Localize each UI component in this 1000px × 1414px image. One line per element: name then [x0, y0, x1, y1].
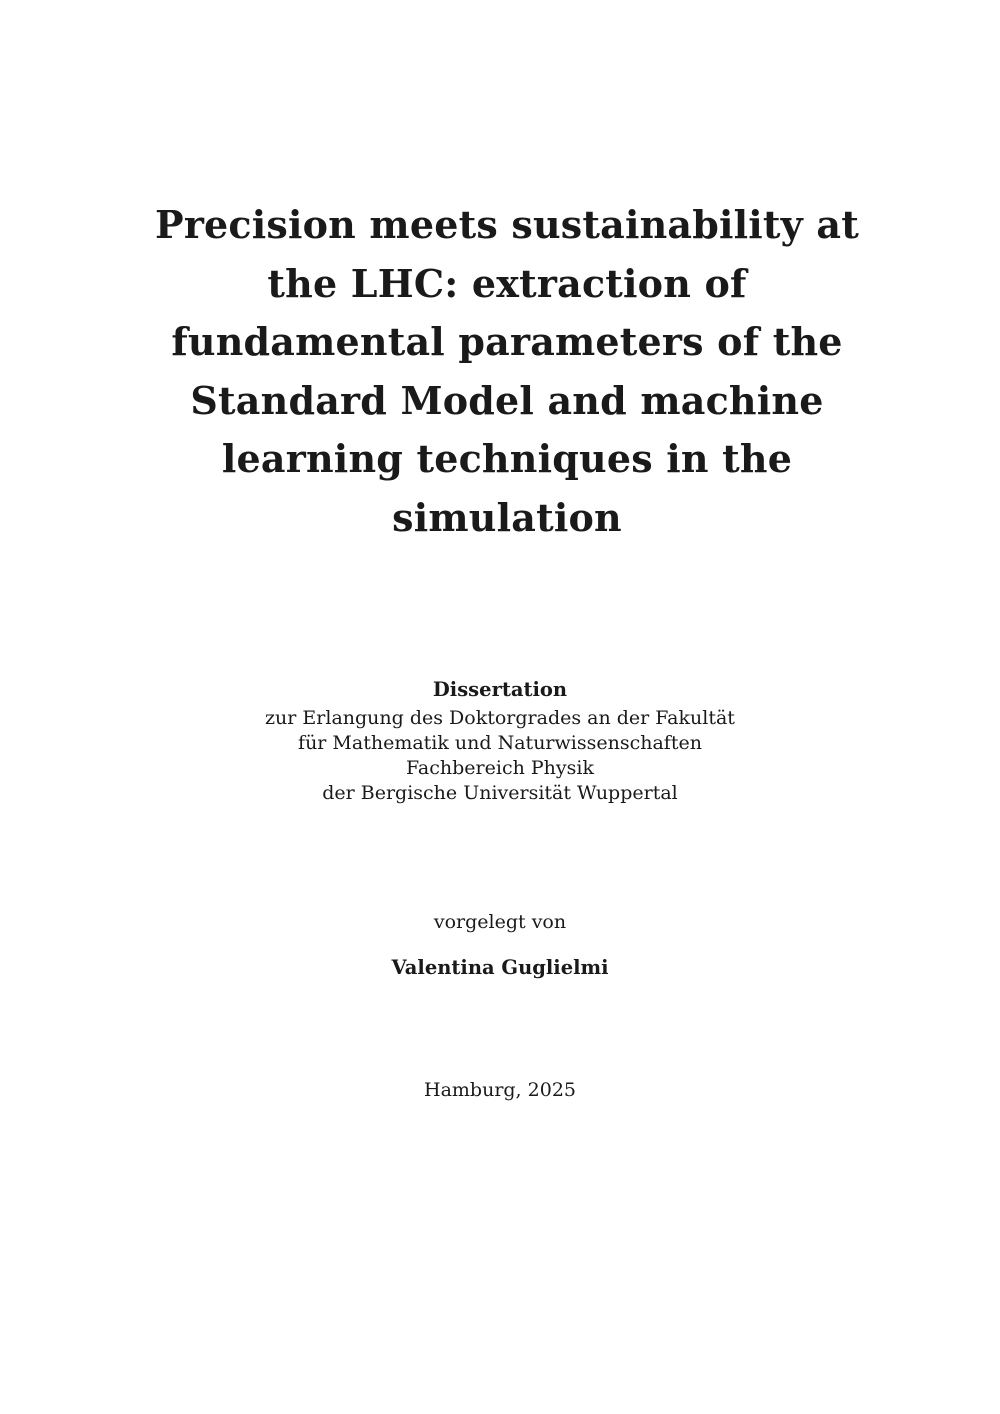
- author-name: Valentina Guglielmi: [391, 956, 609, 979]
- place-and-date: Hamburg, 2025: [424, 1079, 576, 1101]
- dissertation-heading: Dissertation: [432, 678, 568, 701]
- title-line: Precision meets sustainability at: [155, 202, 859, 247]
- dissertation-line: für Mathematik und Naturwissenschaften: [298, 732, 702, 754]
- dissertation-line: der Bergische Universität Wuppertal: [322, 782, 678, 804]
- title-line: the LHC: extraction of: [267, 260, 747, 306]
- title-line: Standard Model and machine: [190, 377, 824, 423]
- title-line: fundamental parameters of the: [171, 319, 843, 364]
- title-line: simulation: [392, 494, 622, 540]
- dissertation-line: zur Erlangung des Doktorgrades an der Fakultät: [265, 707, 735, 729]
- document-title: [0, 196, 1000, 547]
- dissertation-line: Fachbereich Physik: [406, 757, 594, 779]
- dissertation-block: [0, 676, 1000, 806]
- title-line: learning techniques in the: [221, 436, 793, 481]
- presented-by-label: vorgelegt von: [433, 911, 567, 933]
